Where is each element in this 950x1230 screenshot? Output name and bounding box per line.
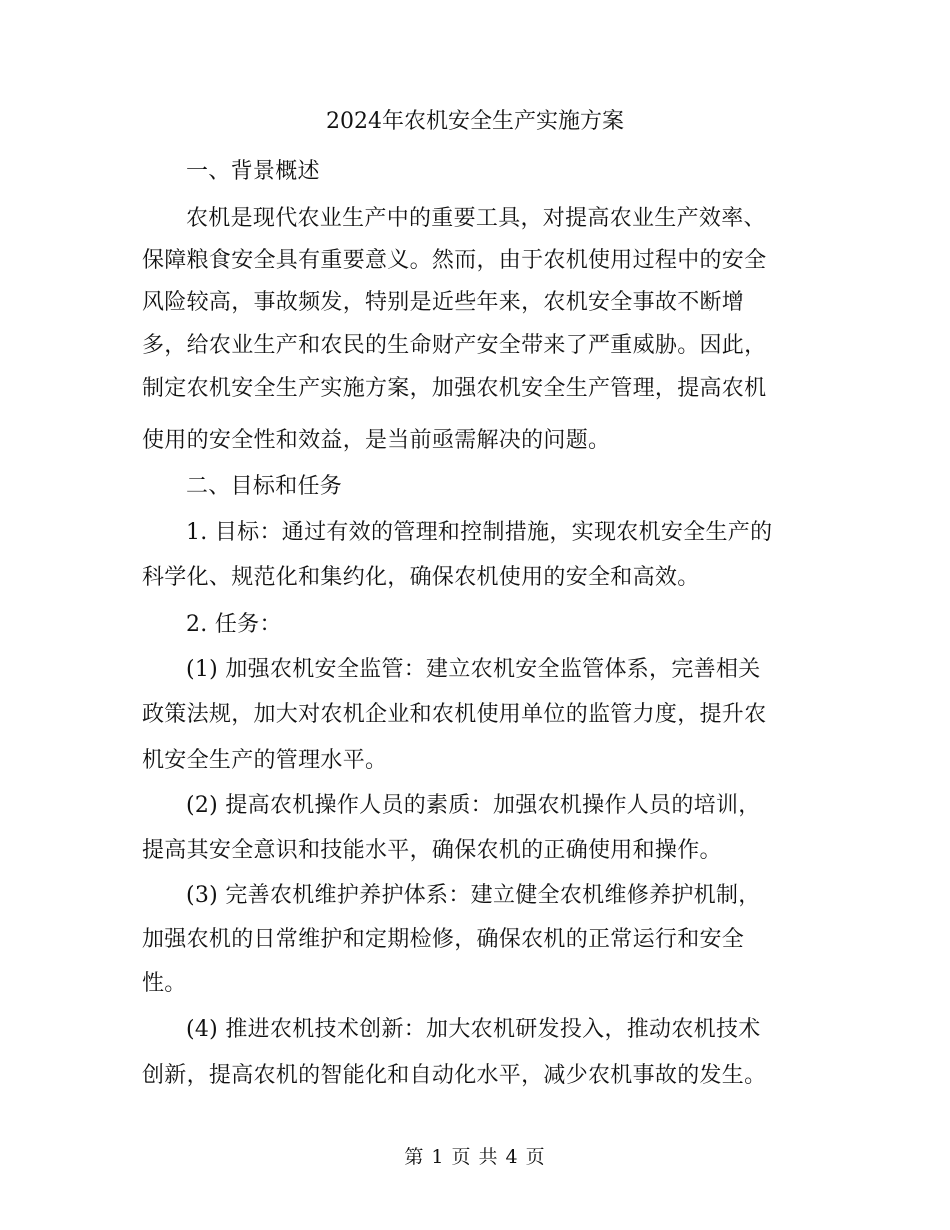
paragraph-line: 使用的安全性和效益，是当前亟需解决的问题。 (142, 428, 611, 453)
list-heading-tasks: 2. 任务： (186, 612, 282, 637)
paragraph-line: 制定农机安全生产实施方案，加强农机安全生产管理，提高农机 (142, 376, 767, 401)
list-item-line: 提高其安全意识和技能水平，确保农机的正确使用和操作。 (142, 838, 722, 863)
document-title: 2024年农机安全生产实施方案 (326, 109, 624, 134)
list-item-line: (4) 推进农机技术创新：加大农机研发投入，推动农机技术 (186, 1017, 761, 1042)
section-heading-goals: 二、目标和任务 (186, 474, 343, 499)
list-item-line: 政策法规，加大对农机企业和农机使用单位的监管力度，提升农 (142, 702, 767, 727)
list-item-line: 加强农机的日常维护和定期检修，确保农机的正常运行和安全 (142, 927, 745, 952)
list-item-line: 创新，提高农机的智能化和自动化水平，减少农机事故的发生。 (142, 1063, 767, 1088)
section-heading-background: 一、背景概述 (186, 159, 320, 184)
paragraph-line: 农机是现代农业生产中的重要工具，对提高农业生产效率、 (186, 206, 766, 231)
paragraph-line: 保障粮食安全具有重要意义。然而，由于农机使用过程中的安全 (142, 248, 767, 273)
list-item-line: (2) 提高农机操作人员的素质：加强农机操作人员的培训， (186, 793, 761, 818)
paragraph-line: 多，给农业生产和农民的生命财产安全带来了严重威胁。因此， (142, 333, 767, 358)
list-item-line: 性。 (142, 971, 187, 996)
paragraph-line: 1. 目标：通过有效的管理和控制措施，实现农机安全生产的 (186, 520, 773, 545)
list-item-line: (3) 完善农机维护养护体系：建立健全农机维修养护机制， (186, 883, 761, 908)
page-number-footer: 第 1 页 共 4 页 (404, 1146, 546, 1168)
list-item-line: 机安全生产的管理水平。 (142, 748, 388, 773)
paragraph-line: 科学化、规范化和集约化，确保农机使用的安全和高效。 (142, 565, 700, 590)
list-item-line: (1) 加强农机安全监管：建立农机安全监管体系，完善相关 (186, 657, 761, 682)
paragraph-line: 风险较高，事故频发，特别是近些年来，农机安全事故不断增 (142, 290, 745, 315)
